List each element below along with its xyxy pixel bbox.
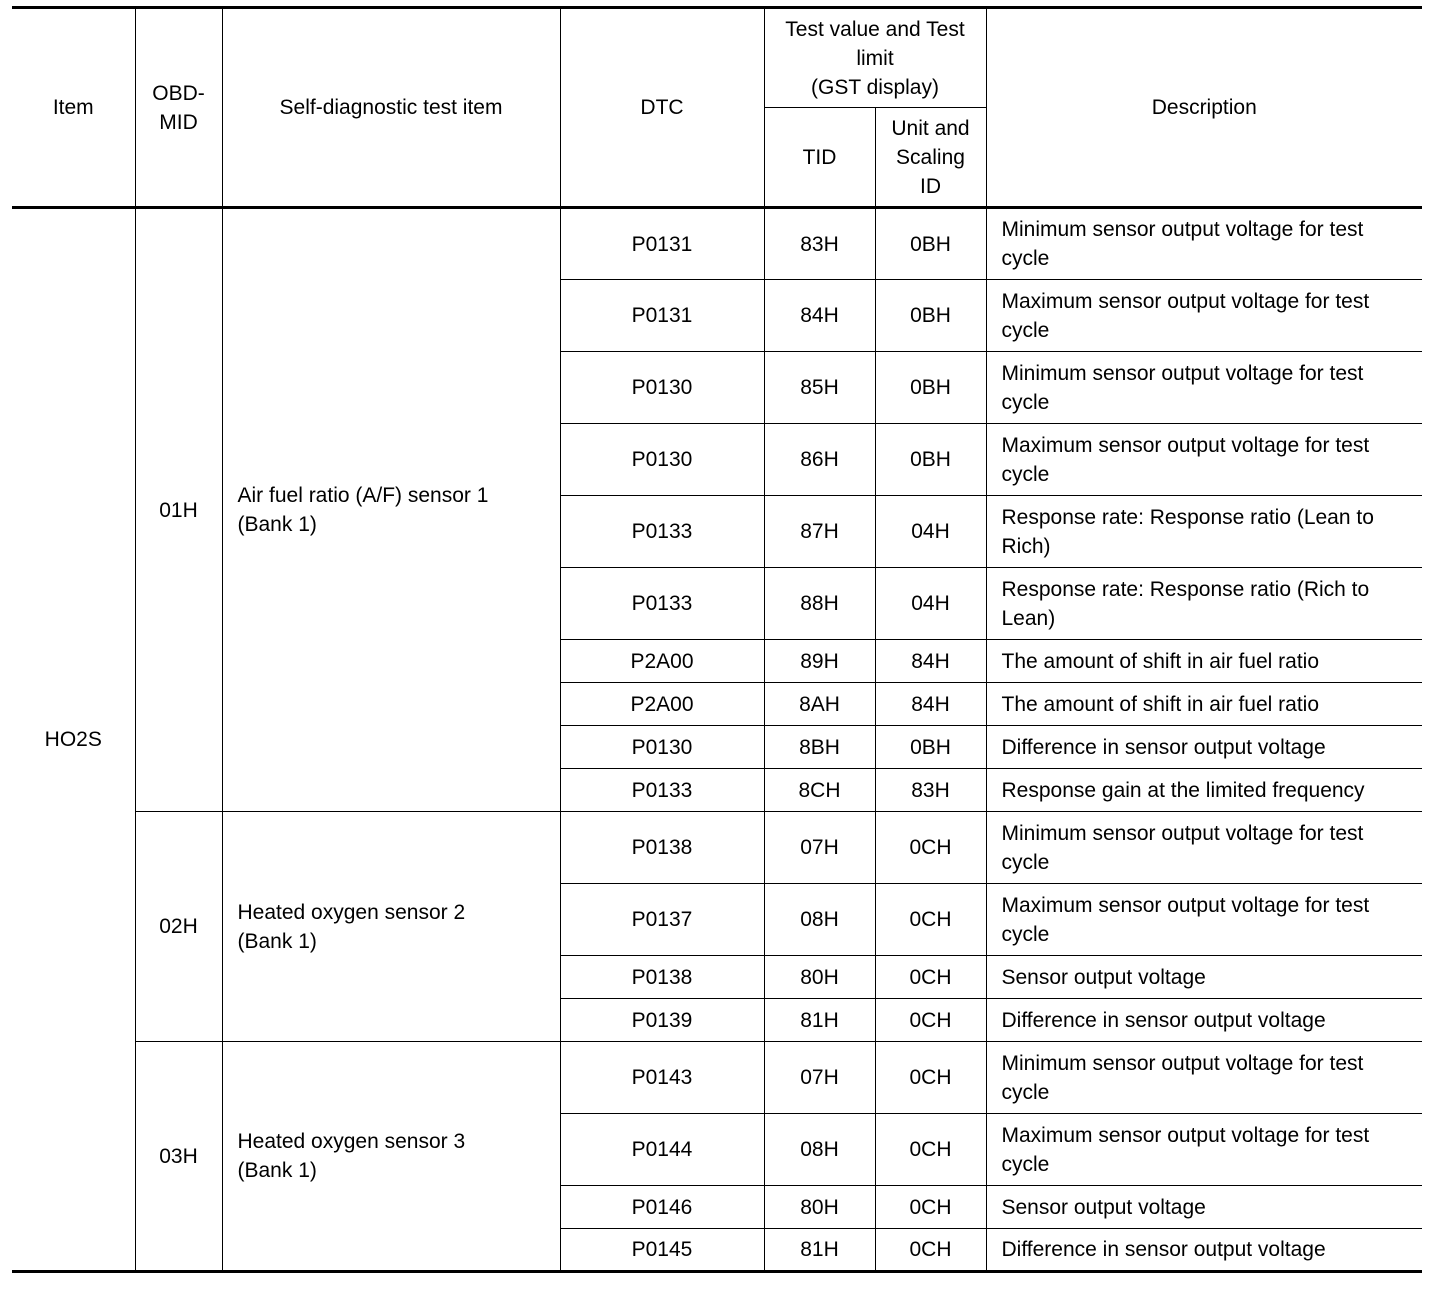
unit-scaling-cell: 0CH [875,884,986,956]
dtc-cell: P0144 [560,1114,764,1186]
header-test-item: Self-diagnostic test item [222,8,560,208]
header-unit-scaling: Unit and Scaling ID [875,108,986,208]
unit-scaling-cell: 0CH [875,1229,986,1272]
description-cell: Difference in sensor output voltage [986,1229,1422,1272]
dtc-cell: P0139 [560,999,764,1042]
description-cell: Minimum sensor output voltage for test cycle [986,352,1422,424]
test-item-cell: Heated oxygen sensor 3 (Bank 1) [222,1042,560,1272]
description-cell: Difference in sensor output voltage [986,726,1422,769]
tid-cell: 07H [764,1042,875,1114]
tid-cell: 8CH [764,769,875,812]
obd-test-table [12,6,1422,1273]
tid-cell: 81H [764,1229,875,1272]
description-cell: Sensor output voltage [986,1186,1422,1229]
description-cell: Sensor output voltage [986,956,1422,999]
dtc-cell: P2A00 [560,640,764,683]
header-description: Description [986,8,1422,208]
description-cell: Maximum sensor output voltage for test cycle [986,884,1422,956]
unit-scaling-cell: 04H [875,568,986,640]
dtc-cell: P0130 [560,352,764,424]
header-row-1 [12,8,1422,108]
tid-cell: 81H [764,999,875,1042]
unit-scaling-cell: 0BH [875,726,986,769]
obd-mid-cell: 01H [135,208,222,812]
obd-mid-cell: 03H [135,1042,222,1272]
tid-cell: 80H [764,956,875,999]
dtc-cell: P0145 [560,1229,764,1272]
description-cell: Minimum sensor output voltage for test cycle [986,1042,1422,1114]
description-cell: Difference in sensor output voltage [986,999,1422,1042]
dtc-cell: P0133 [560,568,764,640]
table-row [12,812,1422,884]
unit-scaling-cell: 04H [875,496,986,568]
dtc-cell: P0131 [560,280,764,352]
tid-cell: 08H [764,884,875,956]
test-item-cell: Air fuel ratio (A/F) sensor 1 (Bank 1) [222,208,560,812]
tid-cell: 08H [764,1114,875,1186]
tid-cell: 89H [764,640,875,683]
tid-cell: 85H [764,352,875,424]
tid-cell: 83H [764,208,875,280]
dtc-cell: P0130 [560,726,764,769]
unit-scaling-cell: 0CH [875,999,986,1042]
description-cell: Minimum sensor output voltage for test cycle [986,208,1422,280]
dtc-cell: P0137 [560,884,764,956]
dtc-cell: P0131 [560,208,764,280]
description-cell: The amount of shift in air fuel ratio [986,640,1422,683]
header-item: Item [12,8,135,208]
table-row [12,1042,1422,1114]
unit-scaling-cell: 0BH [875,424,986,496]
table-body [12,208,1422,1272]
header-test-value-group: Test value and Test limit (GST display) [764,8,986,108]
tid-cell: 86H [764,424,875,496]
unit-scaling-cell: 84H [875,640,986,683]
unit-scaling-cell: 0CH [875,956,986,999]
dtc-cell: P0130 [560,424,764,496]
test-item-cell: Heated oxygen sensor 2 (Bank 1) [222,812,560,1042]
dtc-cell: P0138 [560,956,764,999]
unit-scaling-cell: 0CH [875,1186,986,1229]
dtc-cell: P0138 [560,812,764,884]
description-cell: Maximum sensor output voltage for test cycle [986,424,1422,496]
tid-cell: 8BH [764,726,875,769]
description-cell: Minimum sensor output voltage for test cycle [986,812,1422,884]
dtc-cell: P0143 [560,1042,764,1114]
tid-cell: 84H [764,280,875,352]
dtc-cell: P0146 [560,1186,764,1229]
description-cell: Response gain at the limited frequency [986,769,1422,812]
description-cell: Maximum sensor output voltage for test cycle [986,1114,1422,1186]
unit-scaling-cell: 0BH [875,280,986,352]
item-cell: HO2S [12,208,135,1272]
unit-scaling-cell: 0CH [875,1042,986,1114]
unit-scaling-cell: 84H [875,683,986,726]
dtc-cell: P0133 [560,496,764,568]
header-tid: TID [764,108,875,208]
description-cell: Response rate: Response ratio (Lean to Rich) [986,496,1422,568]
table-row [12,208,1422,280]
unit-scaling-cell: 0BH [875,352,986,424]
dtc-cell: P0133 [560,769,764,812]
tid-cell: 88H [764,568,875,640]
description-cell: The amount of shift in air fuel ratio [986,683,1422,726]
tid-cell: 87H [764,496,875,568]
dtc-cell: P2A00 [560,683,764,726]
description-cell: Maximum sensor output voltage for test cycle [986,280,1422,352]
header-obd-mid: OBD- MID [135,8,222,208]
tid-cell: 07H [764,812,875,884]
obd-mid-cell: 02H [135,812,222,1042]
unit-scaling-cell: 0CH [875,1114,986,1186]
header-dtc: DTC [560,8,764,208]
description-cell: Response rate: Response ratio (Rich to Lean) [986,568,1422,640]
unit-scaling-cell: 83H [875,769,986,812]
tid-cell: 80H [764,1186,875,1229]
unit-scaling-cell: 0CH [875,812,986,884]
tid-cell: 8AH [764,683,875,726]
unit-scaling-cell: 0BH [875,208,986,280]
